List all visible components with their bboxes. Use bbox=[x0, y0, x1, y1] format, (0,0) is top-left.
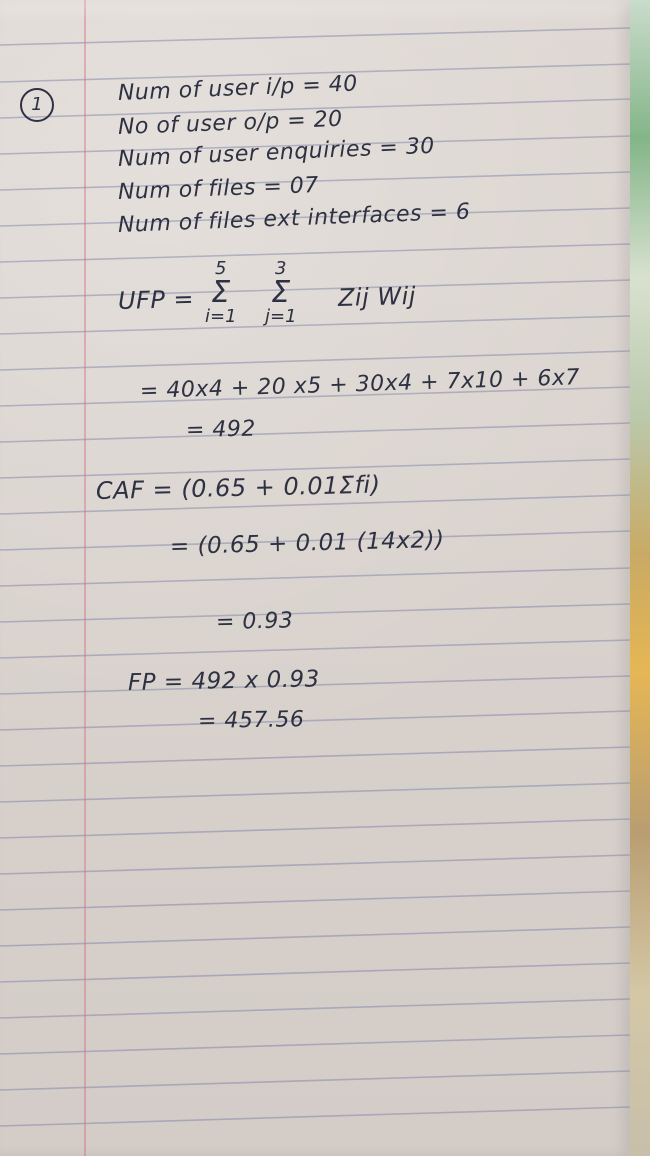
sum-i-upper-limit: 5 bbox=[215, 258, 227, 279]
item-number: 1 bbox=[20, 88, 54, 122]
fp-formula: FP = 492 x 0.93 bbox=[127, 666, 321, 696]
sigma-symbol: Σ bbox=[211, 275, 231, 310]
caf-result: = 0.93 bbox=[215, 608, 294, 635]
sum-j bbox=[265, 260, 297, 326]
line-user-input: Num of user i/p = 40 bbox=[117, 71, 359, 106]
line-user-output: No of user o/p = 20 bbox=[117, 106, 344, 140]
top-highlight bbox=[0, 0, 650, 22]
line-user-enquiries: Num of user enquiries = 30 bbox=[117, 133, 436, 172]
sigma-symbol: Σ bbox=[271, 275, 291, 310]
line-ext-interfaces: Num of files ext interfaces = 6 bbox=[117, 199, 471, 238]
sum-i bbox=[205, 260, 237, 326]
sum-j-lower-limit: j=1 bbox=[265, 306, 297, 327]
background-fabric-edge bbox=[630, 0, 650, 1156]
line-files: Num of files = 07 bbox=[117, 172, 320, 205]
caf-formula: CAF = (0.65 + 0.01Σfi) bbox=[95, 470, 381, 505]
sum-i-lower-limit: i=1 bbox=[205, 306, 237, 327]
fp-result: = 457.56 bbox=[197, 707, 305, 734]
sum-j-upper-limit: 3 bbox=[275, 258, 287, 279]
ufp-label: UFP = bbox=[117, 285, 195, 315]
margin-line bbox=[84, 0, 86, 1156]
ufp-result: = 492 bbox=[185, 416, 257, 443]
caf-substitution: = (0.65 + 0.01 (14x2)) bbox=[169, 526, 445, 560]
ufp-expansion: = 40x4 + 20 x5 + 30x4 + 7x10 + 6x7 bbox=[139, 365, 581, 404]
ufp-term: Zij Wij bbox=[337, 281, 417, 312]
